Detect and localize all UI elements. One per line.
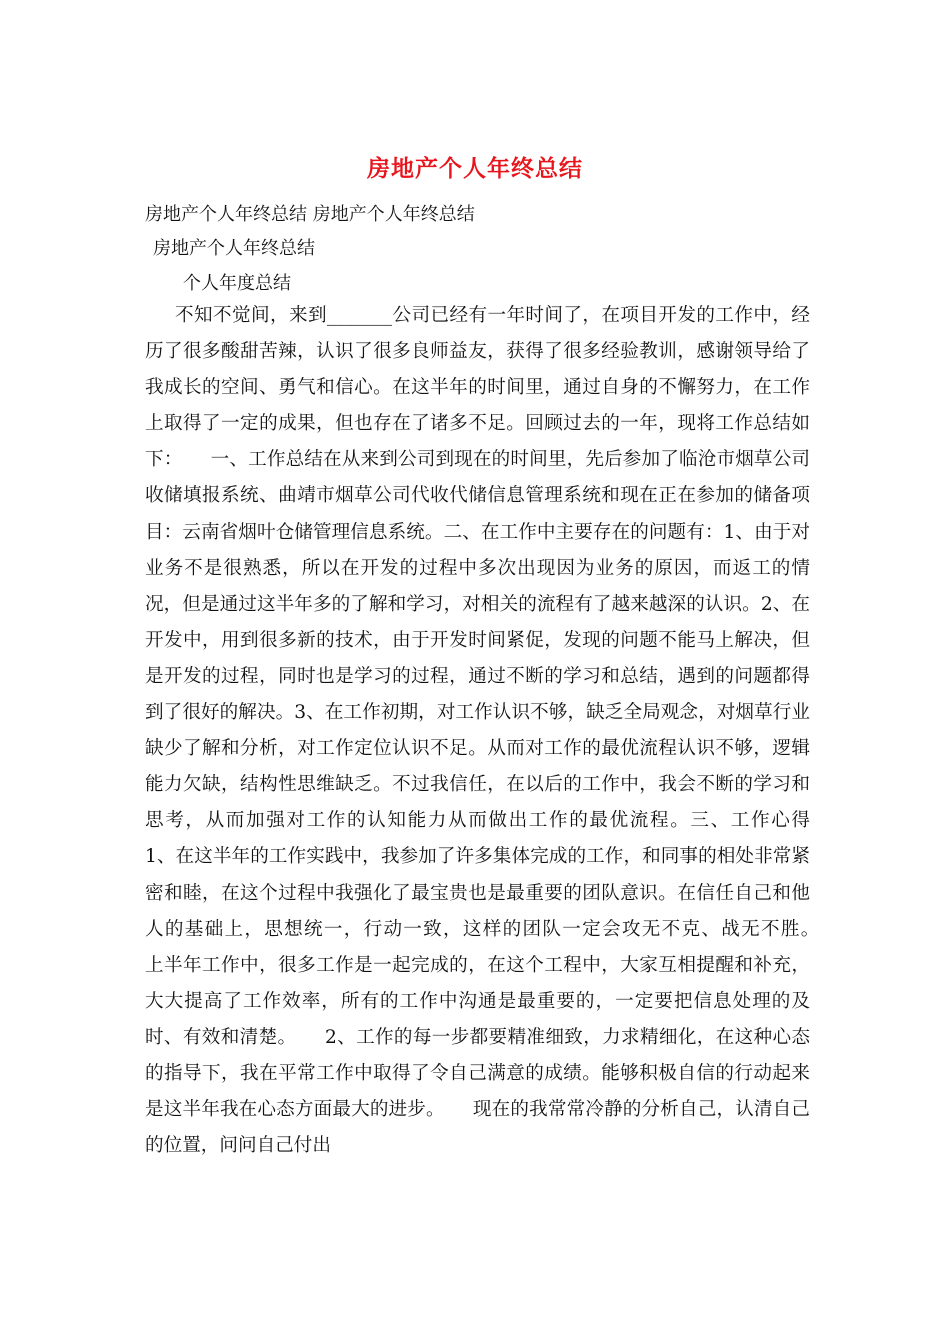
document-title: 房地产个人年终总结 xyxy=(367,155,583,182)
subtitle-line-1: 房地产个人年终总结 房地产个人年终总结 xyxy=(145,204,475,225)
body-paragraph: 不知不觉间，来到_______公司已经有一年时间了，在项目开发的工作中，经历了很多酸甜苦辣，认识了很多良师益友，获得了很多经验教训，感谢领导给了我成长的空间、勇气和信心。在这半年的时间里，通过自身的不懈努力，在工作上取得了一定的成果，但也存在了诸多不足。回顾过去的一年，现将工作总结如下： 一、工作总结在从来到公司到现在的时间里，先后参加了临沧市烟草公司收储填报系统、曲靖市烟草公司代收代储信息管理系统和现在正在参加的储备项目：云南省烟叶仓储管理信息系统。二、在工作中主要存在的问题有：1、由于对业务不是很熟悉，所以在开发的过程中多次出现因为业务的原因，而返工的情况，但是通过这半年多的了解和学习，对相关的流程有了越来越深的认识。2、在开发中，用到很多新的技术，由于开发时间紧促，发现的问题不能马上解决，但是开发的过程，同时也是学习的过程，通过不断的学习和总结，遇到的问题都得到了很好的解决。3、在工作初期，对工作认识不够，缺乏全局观念，对烟草行业缺少了解和分析，对工作定位认识不足。从而对工作的最优流程认识不够，逻辑能力欠缺，结构性思维缺乏。不过我信任，在以后的工作中，我会不断的学习和思考，从而加强对工作的认知能力从而做出工作的最优流程。三、工作心得 1、在这半年的工作实践中，我参加了许多集体完成的工作，和同事的相处非常紧密和睦，在这个过程中我强化了最宝贵也是最重要的团队意识。在信任自己和他人的基础上，思想统一，行动一致，这样的团队一定会攻无不克、战无不胜。 上半年工作中，很多工作是一起完成的，在这个工程中，大家互相提醒和补充，大大提高了工作效率，所有的工作中沟通是最重要的，一定要把信息处理的及时、有效和清楚。 2、工作的每一步都要精准细致，力求精细化，在这种心态的指导下，我在平常工作中取得了令自己满意的成绩。能够积极自信的行动起来是这半年我在心态方面最大的进步。 现在的我常常冷静的分析自己，认清自己的位置，问问自己付出 xyxy=(145,305,848,1157)
subtitle-line-3: 个人年度总结 xyxy=(183,273,291,294)
subtitle-line-2: 房地产个人年终总结 xyxy=(153,238,315,259)
